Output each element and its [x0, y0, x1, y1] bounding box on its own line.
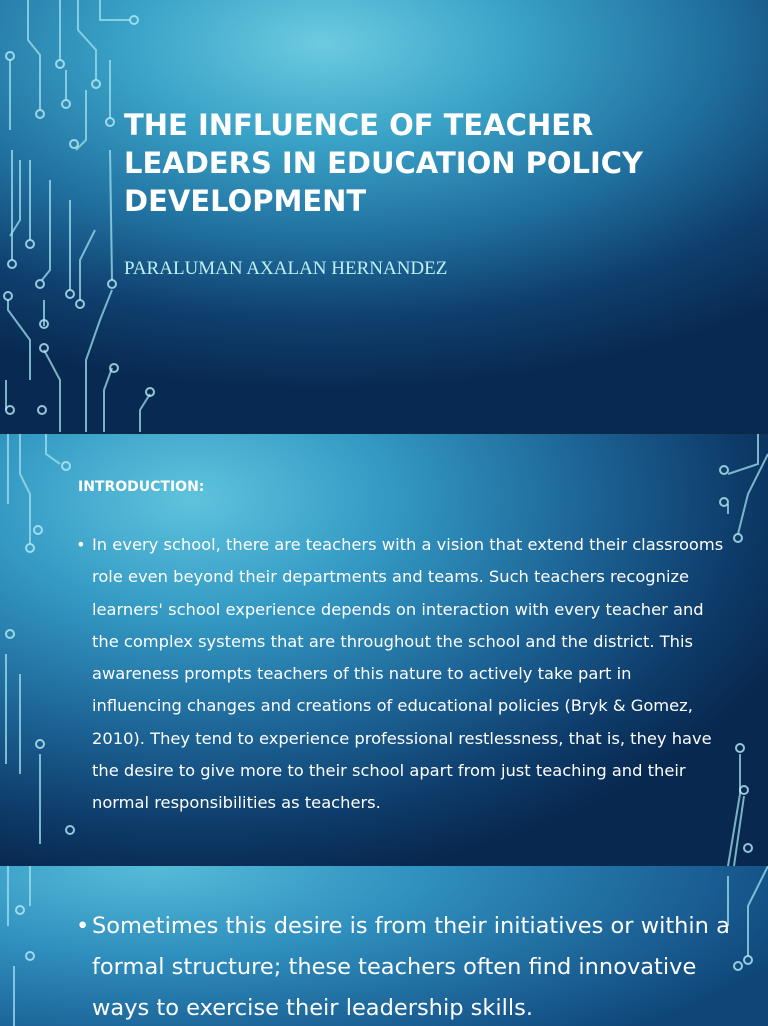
circuit-decoration-left: [0, 866, 60, 1026]
bullet-item: [76, 906, 732, 1026]
bullet-icon: •: [76, 913, 90, 939]
presenter-name: PARALUMAN AXALAN HERNANDEZ: [124, 258, 448, 279]
introduction-slide: [0, 434, 768, 866]
continuation-slide: [0, 866, 768, 1026]
bullet-icon: •: [76, 535, 86, 554]
slide-title: THE INFLUENCE OF TEACHER LEADERS IN EDUCATION POLICY DEVELOPMENT: [124, 108, 644, 218]
bullet-item: [76, 529, 724, 820]
title-slide: [0, 0, 768, 432]
bullet-text: In every school, there are teachers with a vision that extend their classrooms role even beyond their departments and teams. Such teachers recognize learners' school experience depends on interaction with every teacher and the complex systems that are throughout the school and the district. This awareness prompts teachers of this nature to actively take part in influencing changes and creations of educational policies (Bryk & Gomez, 2010). They tend to experience professional restlessness, that is, they have the desire to give more to their school apart from just teaching and their normal responsibilities as teachers.: [92, 535, 724, 813]
section-heading: INTRODUCTION:: [78, 479, 205, 495]
bullet-text: Sometimes this desire is from their initiatives or within a formal structure; these teachers often find innovative ways to exercise their leadership skills.: [92, 913, 730, 1021]
circuit-decoration-left: [0, 434, 80, 866]
